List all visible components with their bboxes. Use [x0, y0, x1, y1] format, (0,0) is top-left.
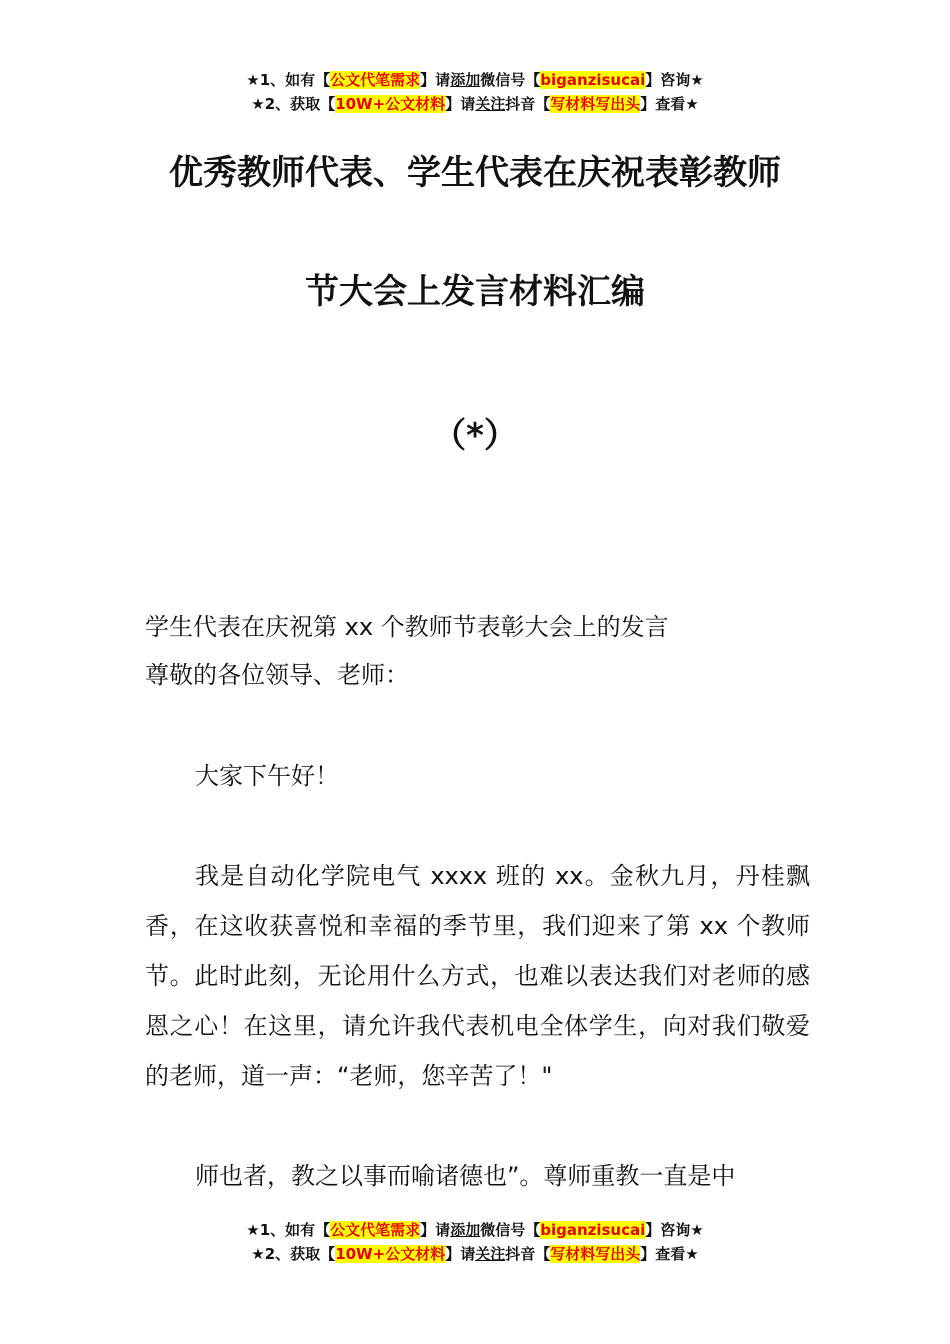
underlined-add: 添加	[450, 1221, 481, 1239]
star-icon: ★	[251, 95, 265, 113]
highlight-materials: 10W+公文材料	[335, 95, 446, 113]
notice-line-1: ★1、如有【公文代笔需求】请添加微信号【biganzisucai】咨询★	[246, 1221, 704, 1239]
notice-line-2: ★2、获取【10W+公文材料】请关注抖音【写材料写出头】查看★	[251, 1245, 699, 1263]
underlined-add: 添加	[450, 71, 481, 89]
highlight-service: 公文代笔需求	[330, 1221, 421, 1239]
star-icon: ★	[251, 1245, 265, 1263]
highlight-douyin: 写材料写出头	[550, 1245, 641, 1263]
highlight-douyin: 写材料写出头	[550, 95, 641, 113]
highlight-service: 公文代笔需求	[330, 71, 421, 89]
paragraph-1: 我是自动化学院电气 xxxx 班的 xx。金秋九月，丹桂飘香，在这收获喜悦和幸福的季节里，我们迎来了第 xx 个教师节。此时此刻，无论用什么方式，也难以表达我们对老师的感恩之心！在这里，请允许我代表机电全体学生，向对我们敬爱的老师，道一声：“老师，您辛苦了！"	[145, 862, 810, 1090]
highlight-materials: 10W+公文材料	[335, 1245, 446, 1263]
paragraph-2: 师也者，教之以事而喻诸德也”。尊师重教一直是中	[195, 1162, 736, 1190]
document-title-line-2: 节大会上发言材料汇编	[305, 272, 645, 312]
document-body	[145, 603, 810, 1201]
underlined-follow: 关注	[475, 1245, 506, 1263]
highlight-wechat-id: biganzisucai	[540, 1221, 646, 1239]
speech-heading: 学生代表在庆祝第 xx 个教师节表彰大会上的发言	[145, 613, 669, 641]
top-notice	[0, 68, 950, 116]
document-title-line-1: 优秀教师代表、学生代表在庆祝表彰教师	[169, 153, 781, 193]
underlined-follow: 关注	[475, 95, 506, 113]
star-icon: ★	[246, 1221, 260, 1239]
notice-line-2: ★2、获取【10W+公文材料】请关注抖音【写材料写出头】查看★	[251, 95, 699, 113]
bottom-notice	[0, 1218, 950, 1266]
highlight-wechat-id: biganzisucai	[540, 71, 646, 89]
star-icon: ★	[246, 71, 260, 89]
greeting: 大家下午好！	[195, 762, 339, 790]
salutation: 尊敬的各位领导、老师：	[145, 661, 409, 689]
document-title-line-3: （*）	[432, 416, 518, 456]
notice-line-1: ★1、如有【公文代笔需求】请添加微信号【biganzisucai】咨询★	[246, 71, 704, 89]
